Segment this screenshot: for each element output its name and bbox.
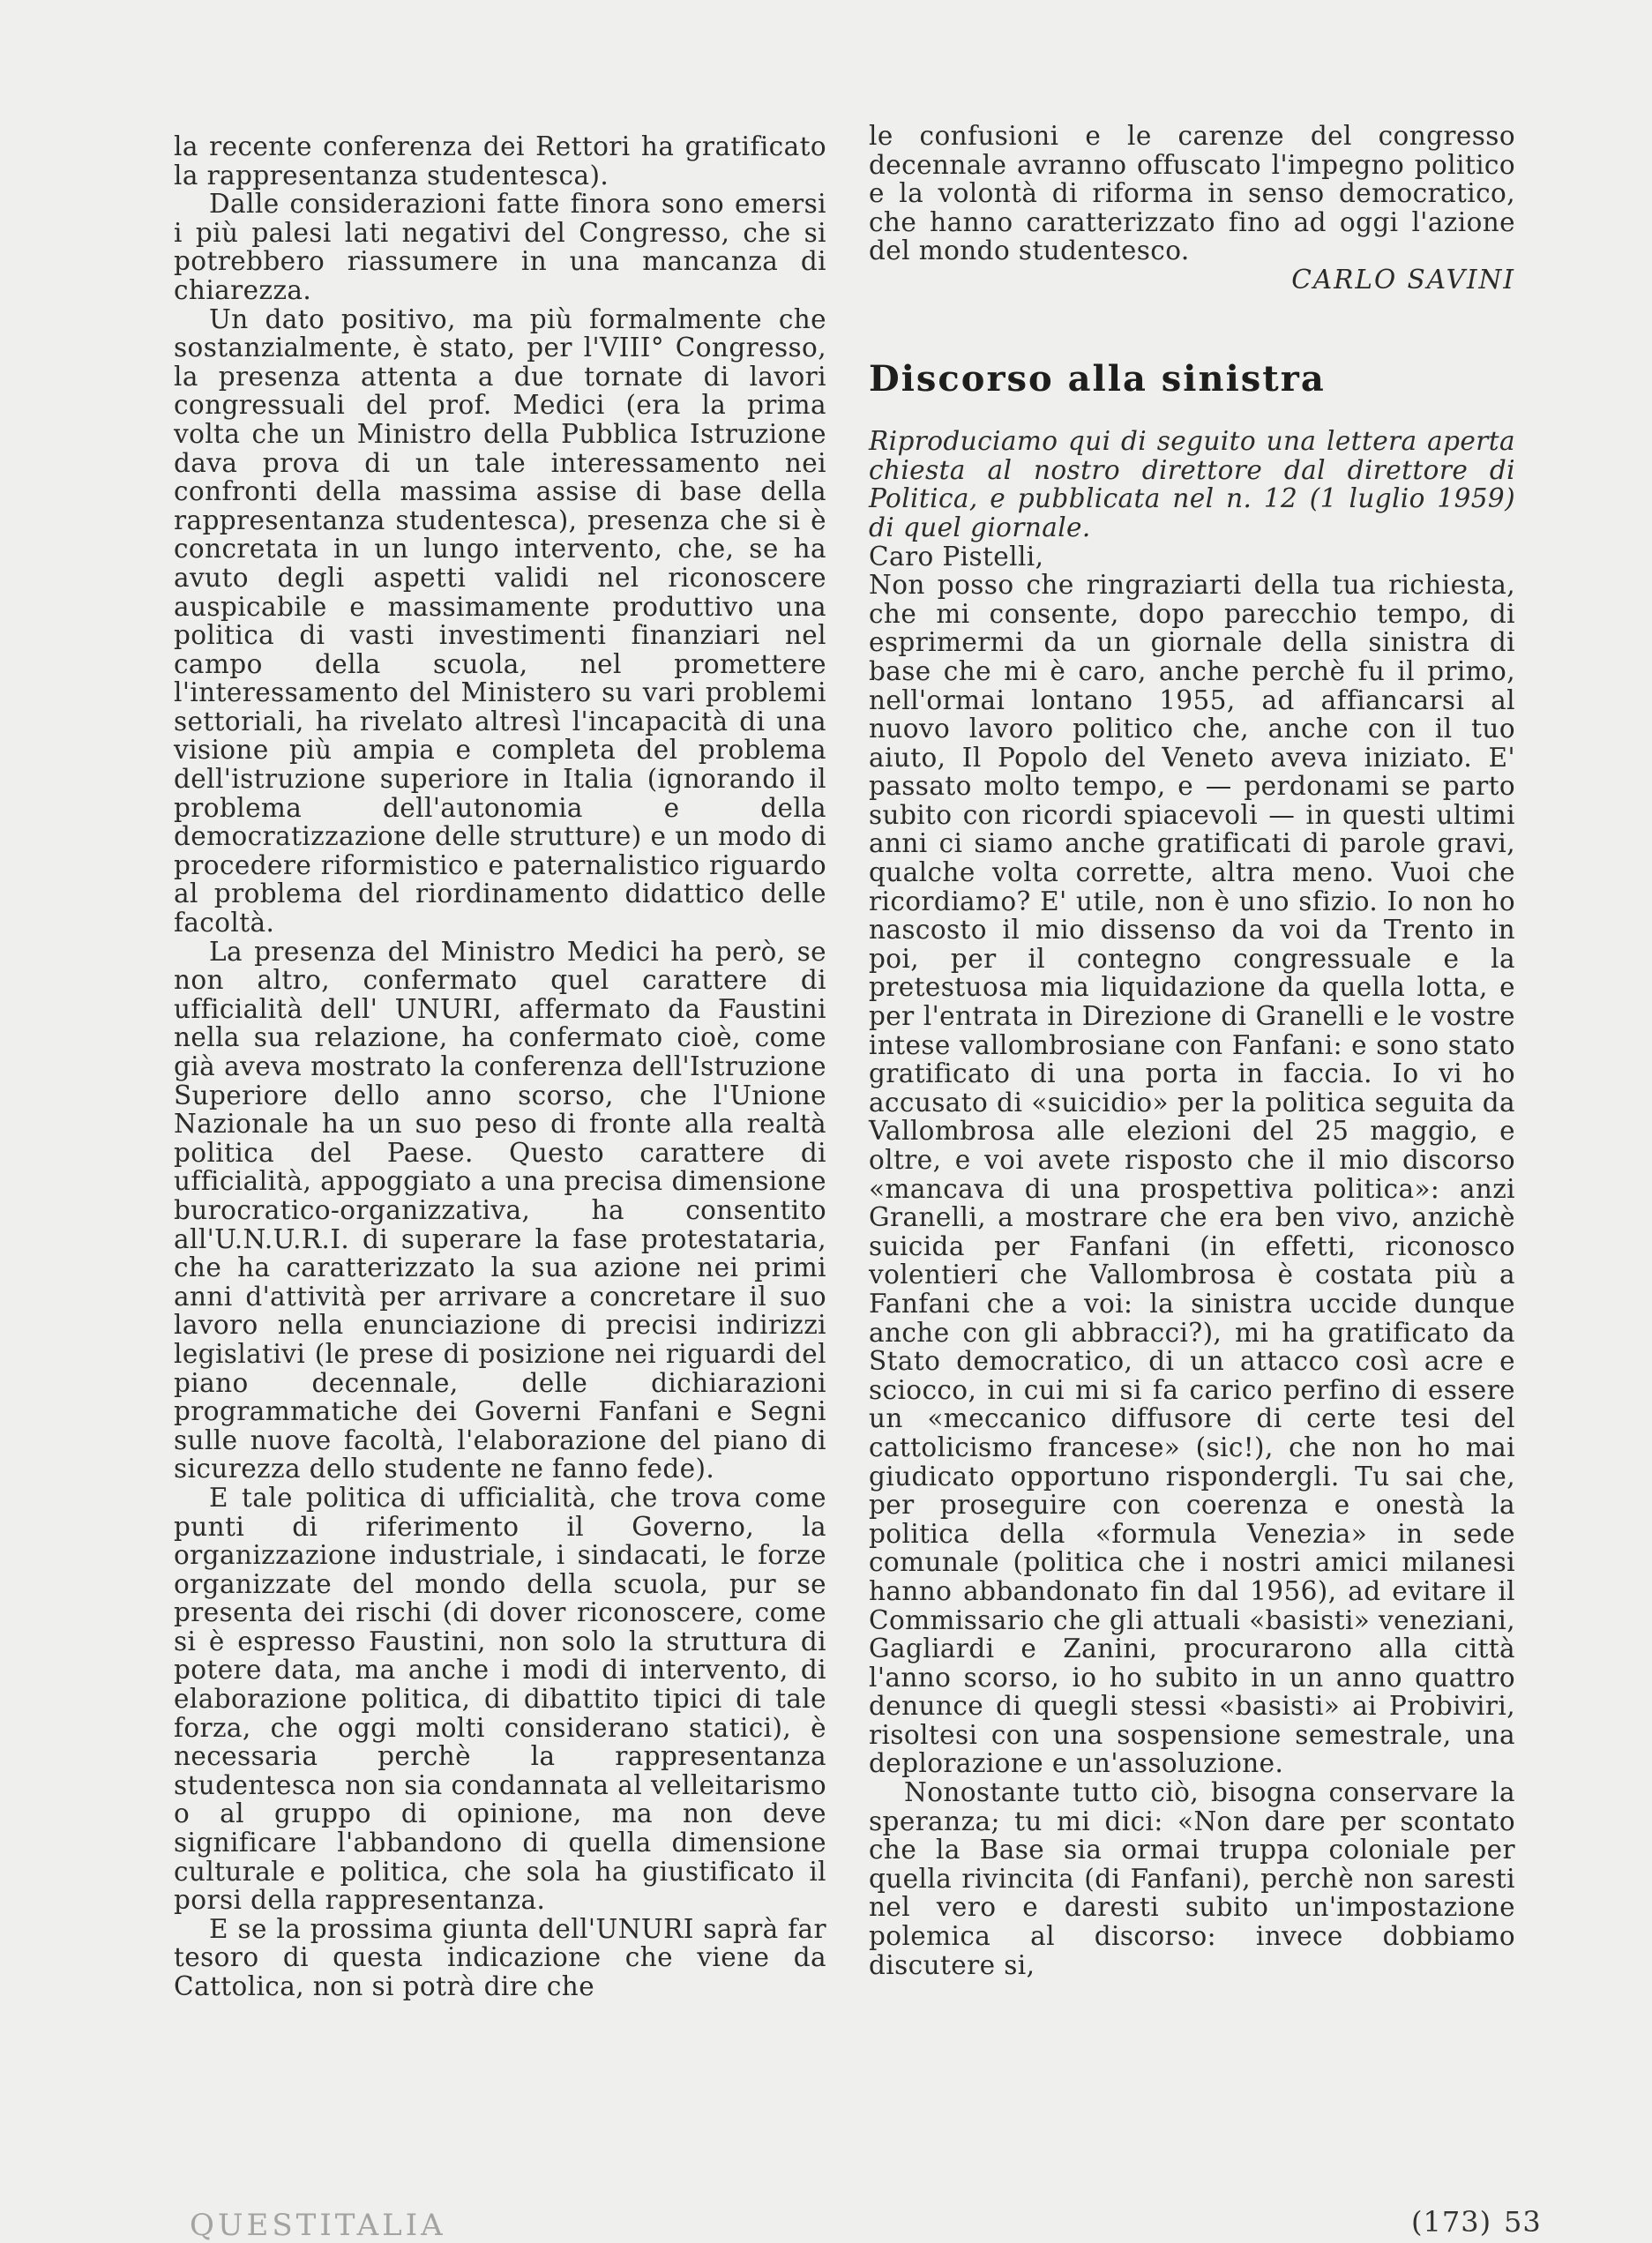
author-signature: CARLO SAVINI bbox=[1291, 264, 1515, 295]
letter-salutation: Caro Pistelli, bbox=[869, 541, 1044, 572]
page-footer bbox=[1411, 2205, 1554, 2239]
left-paragraph-2: Dalle considerazioni fatte finora sono emersi i più palesi lati negativi del Congresso, che si potrebbero riassumere in una mancanza di chiarezza. bbox=[174, 189, 826, 305]
editorial-intro: Riproduciamo qui di seguito una lettera aperta chiesta al nostro direttore dal direttore di Politica, e pubblicata nel n. 12 (1 luglio 1959) di quel giornale. bbox=[869, 426, 1515, 542]
left-paragraph-6: E se la prossima giunta dell'UNURI saprà far tesoro di questa indicazione che viene da Cattolica, non si potrà dire che bbox=[174, 1913, 826, 2001]
magazine-name: QUESTITALIA bbox=[190, 2208, 446, 2243]
letter-paragraph-1: Non posso che ringraziarti della tua richiesta, che mi consente, dopo parecchio tempo, di esprimermi da un giornale della sinistra di base che mi è caro, anche perchè fu il primo, nell'ormai lontano 1955, ad affiancarsi al nuovo lavoro politico che, anche con il tuo aiuto, Il Popolo del Veneto aveva iniziato. E' passato molto tempo, e — perdonami se parto subito con ricordi spiacevoli — in questi ultimi anni ci siamo anche gratificati di parole gravi, qualche volta corrette, altra meno. Vuoi che ricordiamo? E' utile, non è uno sfizio. Io non ho nascosto il mio dissenso da voi da Trento in poi, per il contegno congressuale e la pretestuosa mia liquidazione da quella lotta, e per l'entrata in Direzione di Granelli e le vostre intese vallombrosiane con Fanfani: e sono stato gratificato di una porta in faccia. Io vi ho accusato di «suicidio» per la politica seguita da Vallombrosa alle elezioni del 25 maggio, e oltre, e voi avete risposto che il mio discorso «mancava di una prospettiva politica»: anzi Granelli, a mostrare che era ben vivo, anzichè suicida per Fanfani (in effetti, riconosco volentieri che Vallombrosa è costata più a Fanfani che a voi: la sinistra uccide dunque anche con gli abbracci?), mi ha gratificato da Stato democratico, di un attacco così acre e sciocco, in cui mi si fa carico perfino di essere un «meccanico diffusore di certe tesi del cattolicismo francese» (sic!), che non ho mai giudicato opportuno rispondergli. Tu sai che, per proseguire con coerenza e onestà la politica della «formula Venezia» in sede comunale (politica che i nostri amici milanesi hanno abbandonato fin dal 1956), ad evitare il Commissario che gli attuali «basisti» veneziani, Gagliardi e Zanini, procurarono alla città l'anno scorso, io ho subito in un anno quattro denunce di quegli stessi «basisti» ai Probiviri, risoltesi con una sospensione semestrale, una deplorazione e un'assoluzione. bbox=[869, 570, 1515, 1779]
right-column bbox=[869, 122, 1515, 1979]
article-heading: Discorso alla sinistra bbox=[869, 357, 1326, 400]
article-ending: le confusioni e le carenze del congresso decennale avranno offuscato l'impegno politico e la volontà di riforma in senso democratico, che hanno caratterizzato fino ad oggi l'azione del mondo studentesco. bbox=[869, 121, 1515, 266]
left-paragraph-5: E tale politica di ufficialità, che trova come punti di riferimento il Governo, la organizzazione industriale, i sindacati, le forze organizzate del mondo della scuola, pur se presenta dei rischi (di dover riconoscere, come si è espresso Faustini, non solo la struttura di potere data, ma anche i modi di intervento, di elaborazione politica, di dibattito tipici di tale forza, che oggi molti considerano statici), è necessaria perchè la rappresentanza studentesca non sia condannata al velleitarismo o al gruppo di opinione, ma non deve significare l'abbandono di quella dimensione culturale e politica, che sola ha giustificato il porsi della rappresentanza. bbox=[174, 1482, 826, 1916]
left-paragraph-3: Un dato positivo, ma più formalmente che sostanzialmente, è stato, per l'VIII° Congresso, la presenza attenta a due tornate di lavori congressuali del prof. Medici (era la prima volta che un Ministro della Pubblica Istruzione dava prova di un tale interessamento nei confronti della massima assise di base della rappresentanza studentesca), presenza che si è concretata in un lungo intervento, che, se ha avuto degli aspetti validi nel riconoscere auspicabile e massimamente produttivo una politica di vasti investimenti finanziari nel campo della scuola, nel promettere l'interessamento del Ministero su vari problemi settoriali, ha rivelato altresì l'incapacità di una visione più ampia e completa del problema dell'istruzione superiore in Italia (ignorando il problema dell'autonomia e della democratizzazione delle strutture) e un modo di procedere riformistico e paternalistico riguardo al problema del riordinamento didattico delle facoltà. bbox=[174, 303, 826, 938]
letter-paragraph-2: Nonostante tutto ciò, bisogna conservare la speranza; tu mi dici: «Non dare per scontato che la Base sia ormai truppa coloniale per quella rivincita (di Fanfani), perchè non saresti nel vero e daresti subito un'impostazione polemica al discorso: invece dobbiamo discutere si, bbox=[869, 1777, 1515, 1980]
left-column bbox=[174, 132, 826, 2001]
page-number: 53 bbox=[1504, 2205, 1542, 2239]
left-paragraph-1: la recente conferenza dei Rettori ha gratificato la rappresentanza studentesca). bbox=[174, 131, 826, 191]
issue-page-number: (173) bbox=[1411, 2205, 1492, 2239]
left-paragraph-4: La presenza del Ministro Medici ha però, se non altro, confermato quel carattere di ufficialità dell' UNURI, affermato da Faustini nella sua relazione, ha confermato cioè, come già aveva mostrato la conferenza dell'Istruzione Superiore dello anno scorso, che l'Unione Nazionale ha un suo peso di fronte alla realtà politica del Paese. Questo carattere di ufficialità, appoggiato a una precisa dimensione burocratico-organizzativa, ha consentito all'U.N.U.R.I. di superare la fase protestataria, che ha caratterizzato la sua azione nei primi anni d'attività per arrivare a concretare il suo lavoro nella enunciazione di precisi indirizzi legislativi (le prese di posizione nei riguardi del piano decennale, delle dichiarazioni programmatiche dei Governi Fanfani e Segni sulle nuove facoltà, l'elaborazione del piano di sicurezza dello studente ne fanno fede). bbox=[174, 936, 826, 1484]
